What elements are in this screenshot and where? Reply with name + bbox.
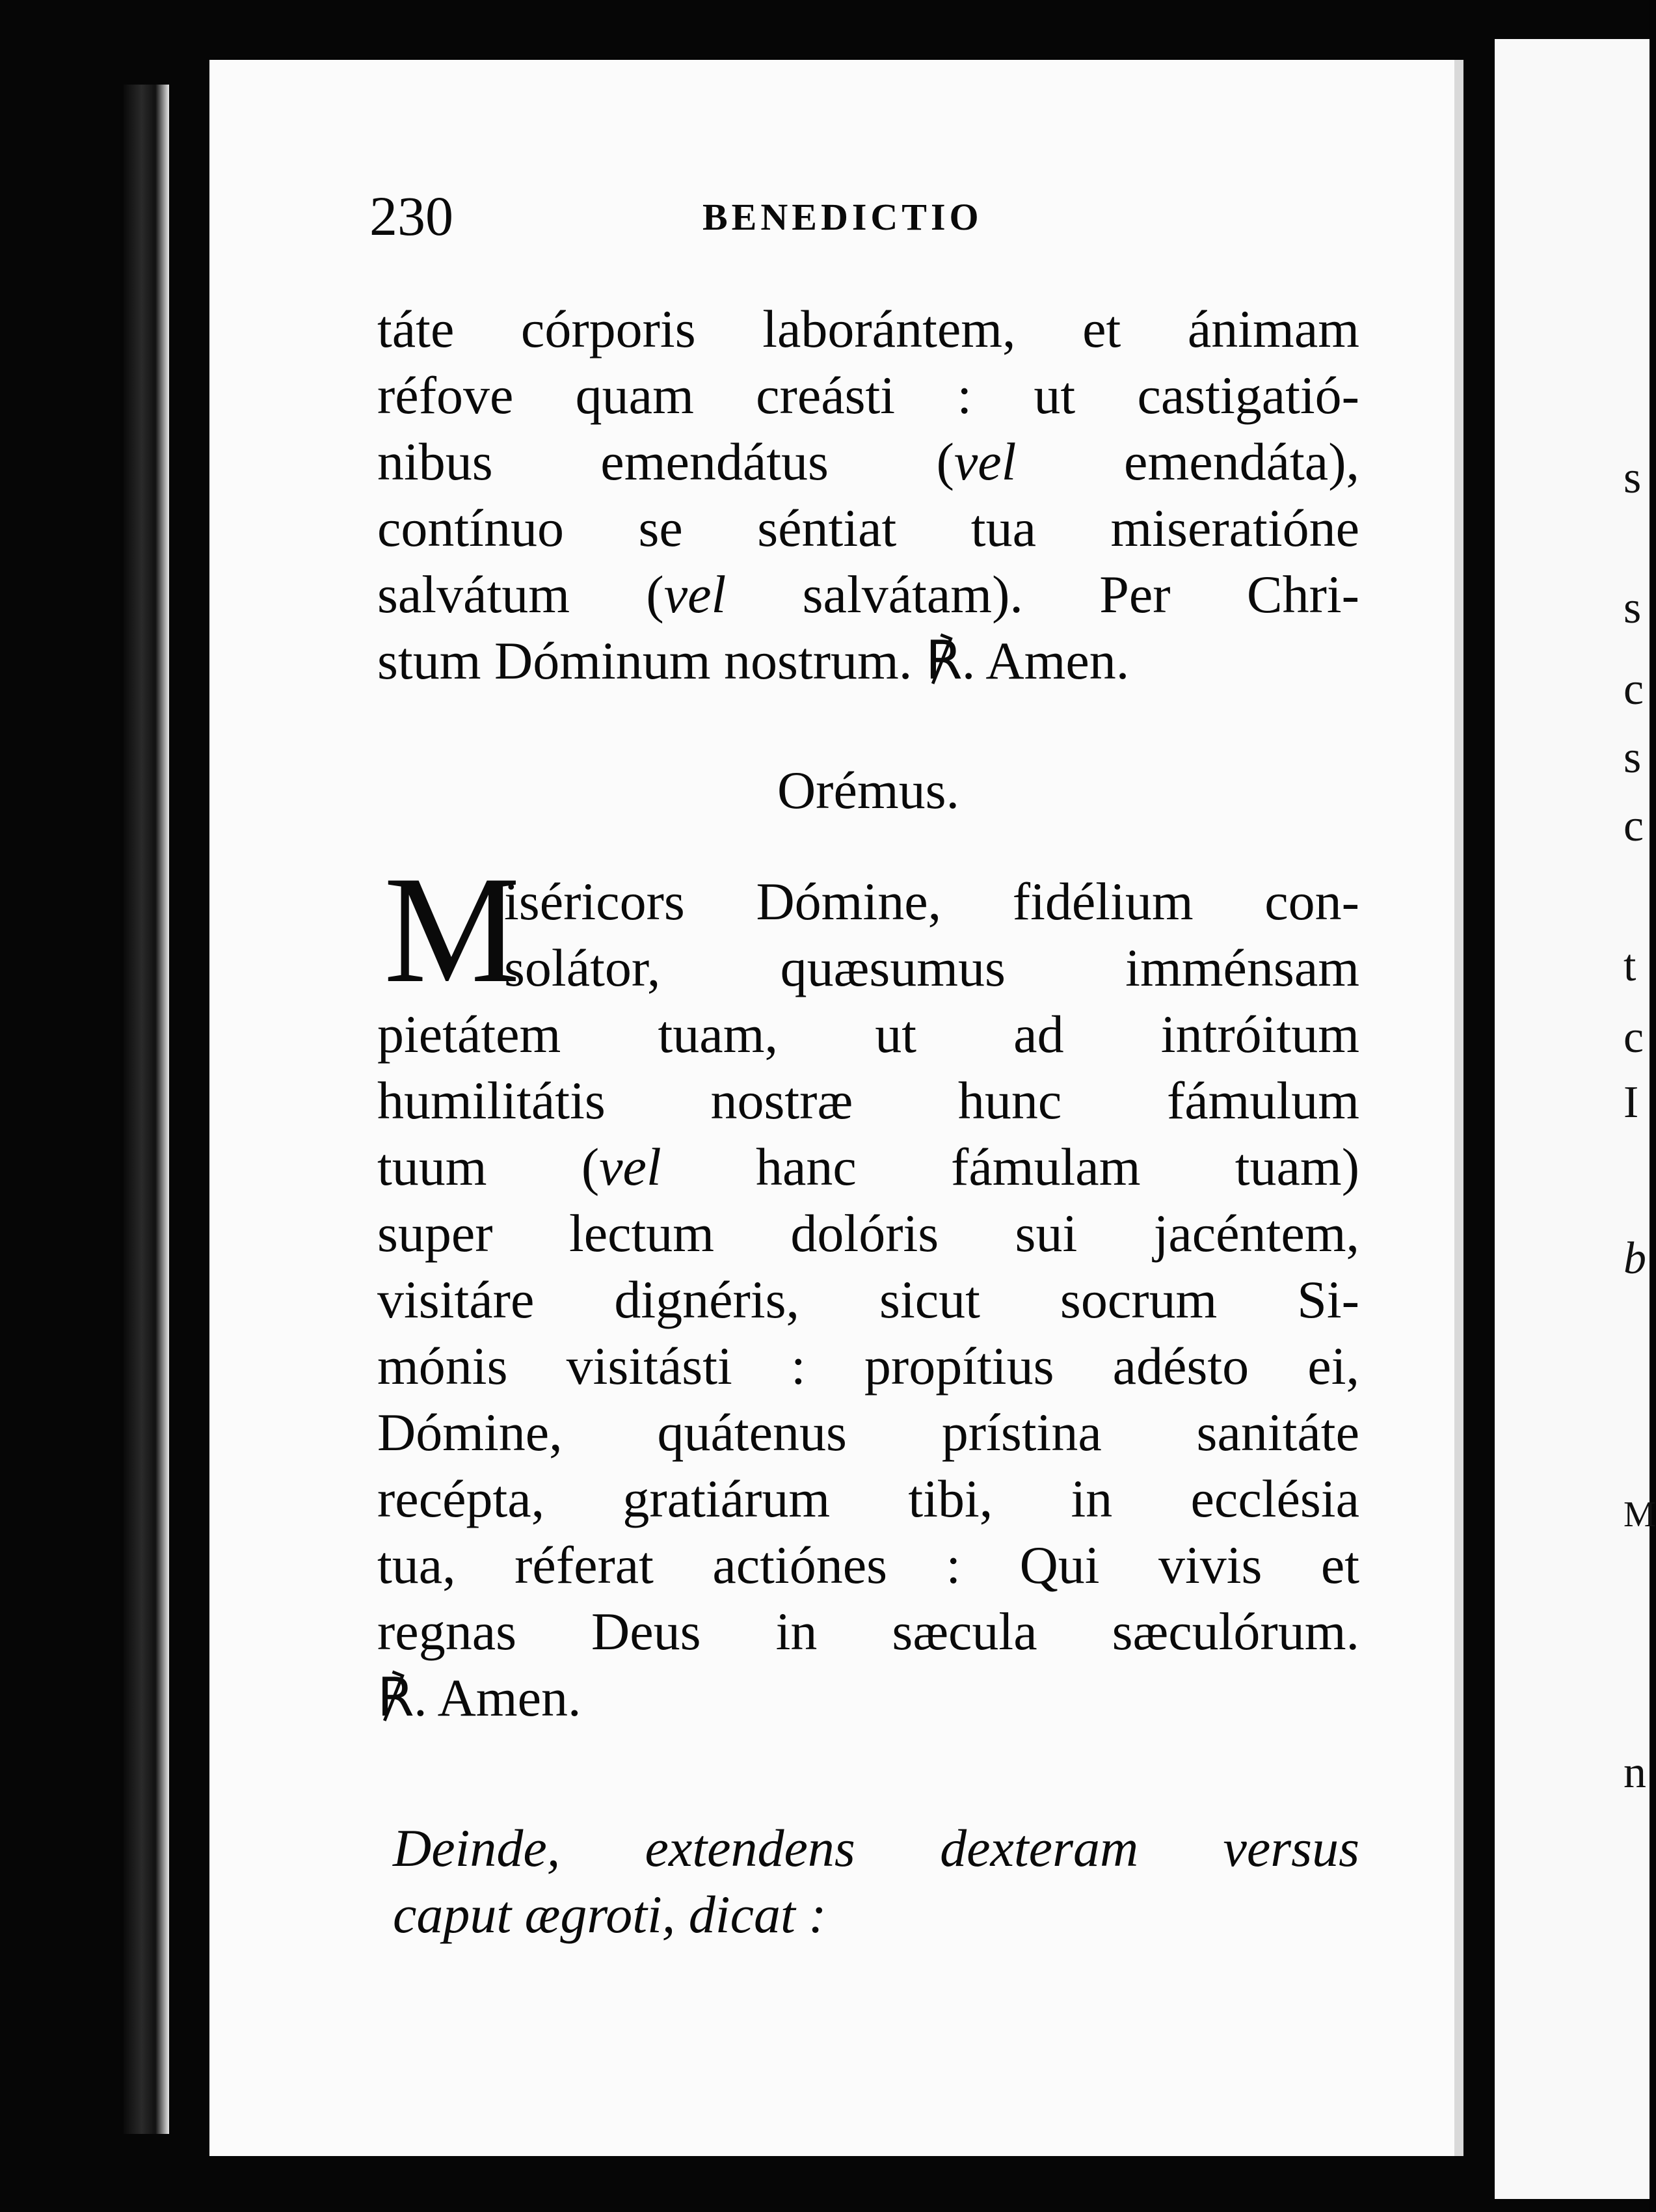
text-line: pietátem tuam, ut ad intróitum: [377, 1005, 1359, 1064]
text-line: humilitátis nostræ hunc fámulum: [377, 1071, 1359, 1130]
book-cover-edge: [124, 85, 169, 2134]
italic-rubric: vel: [599, 1137, 661, 1196]
italic-rubric-instruction: [393, 1815, 1359, 1948]
facing-page-letter: c: [1623, 664, 1644, 714]
running-head: BENEDICTIO: [702, 196, 983, 238]
italic-rubric: vel: [663, 565, 727, 624]
text-line: nibus emendátus (vel emendáta),: [377, 432, 1360, 491]
facing-page-letter: b: [1623, 1234, 1646, 1284]
text-line: Deinde, extendens dexteram versus: [393, 1818, 1359, 1878]
text-line: stum Dóminum nostrum. ℟. Amen.: [377, 631, 1130, 690]
section-heading: Orémus.: [777, 761, 960, 820]
facing-page-letter: c: [1623, 1012, 1644, 1062]
italic-rubric: vel: [954, 432, 1017, 491]
text-line: caput ægroti, dicat :: [393, 1885, 827, 1944]
drop-cap: M: [384, 845, 520, 1015]
facing-page-letter: t: [1623, 941, 1636, 991]
text-line: tua, réferat actiónes : Qui vivis et: [377, 1535, 1359, 1595]
text-line: solátor, quæsumus imménsam: [504, 938, 1359, 997]
text-line: isériсors Dómine, fidélium con-: [504, 872, 1359, 931]
text-line: mónis visitásti : propítius adésto ei,: [377, 1336, 1359, 1396]
text-line: salvátum (vel salvátam). Per Chri-: [377, 565, 1359, 624]
facing-page-letter: I: [1623, 1077, 1639, 1127]
page-number: 230: [369, 185, 453, 247]
facing-page-letter: n: [1623, 1747, 1646, 1798]
facing-page-letter: c: [1623, 801, 1644, 851]
facing-page-letter: s: [1623, 583, 1642, 633]
text-line: Dómine, quátenus prístina sanitáte: [377, 1403, 1359, 1462]
facing-page-letter: s: [1623, 453, 1642, 503]
text-line: regnas Deus in sæcula sæculórum.: [377, 1602, 1359, 1661]
prayer-paragraph: [377, 869, 1359, 1731]
continued-paragraph: [377, 296, 1359, 694]
text-line: táte córporis laborántem, et ánimam: [377, 299, 1359, 358]
text-line: super lectum dolóris sui jacéntem,: [377, 1204, 1359, 1263]
text-line: contínuo se séntiat tua miseratióne: [377, 498, 1359, 558]
text-line: recépta, gratiárum tibi, in ecclésia: [377, 1469, 1359, 1528]
text-line: ℟. Amen.: [377, 1668, 581, 1727]
book-gutter: [1463, 39, 1495, 2199]
text-line: réfove quam creásti : ut castigatió-: [377, 366, 1359, 425]
text-line: visitáre dignéris, sicut socrum Si-: [377, 1270, 1359, 1329]
facing-page-letter: s: [1623, 733, 1642, 783]
text-line: tuum (vel hanc fámulam tuam): [377, 1137, 1359, 1196]
facing-page-letter: M: [1623, 1494, 1656, 1535]
